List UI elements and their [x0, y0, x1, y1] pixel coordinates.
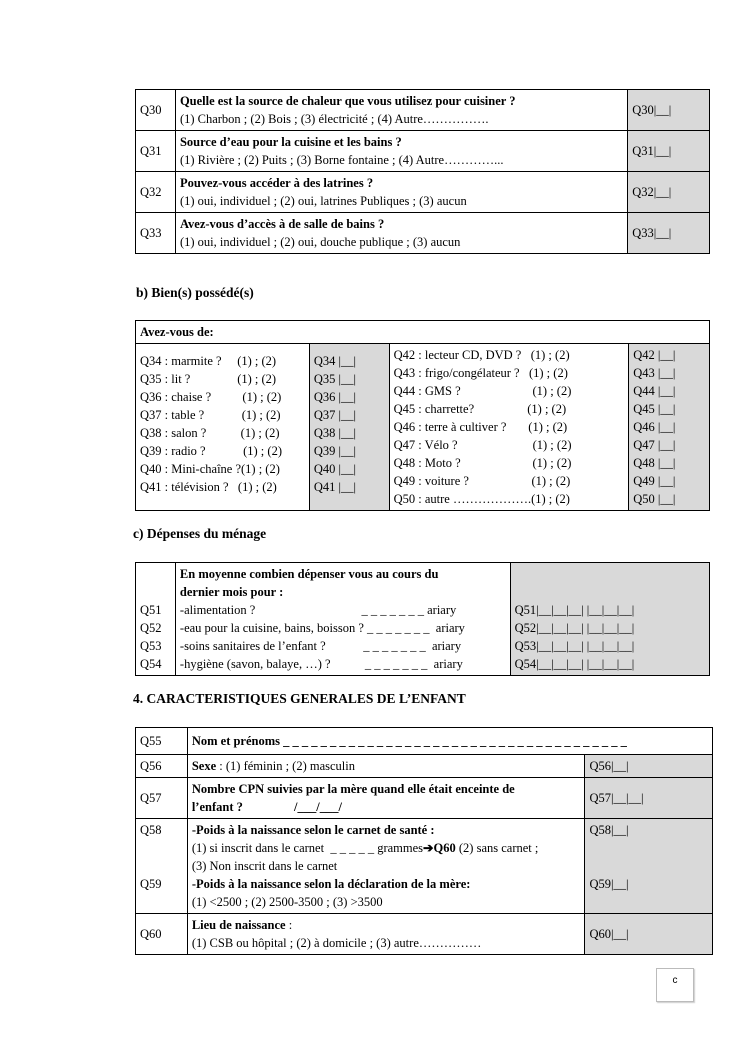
q60-question [187, 914, 585, 955]
asset-item: Q40 : Mini-chaîne ?(1) ; (2) [140, 462, 280, 476]
section-c-title: c) Dépenses du ménage [133, 526, 267, 541]
arrow-right-icon: ➔ [423, 841, 434, 855]
asset-answer-box: Q43 |__| [633, 366, 676, 380]
housing-table [135, 89, 710, 254]
question-cell [175, 172, 627, 213]
asset-item: Q41 : télévision ? (1) ; (2) [140, 480, 277, 494]
q59-box: Q59|__| [589, 877, 629, 891]
q55-code: Q55 [136, 728, 188, 755]
q58-option-2: (2) sans carnet ; [455, 841, 539, 855]
assets-header: Avez-vous de: [136, 321, 710, 344]
asset-answer-box: Q36 |__| [313, 390, 356, 404]
question-cell [175, 90, 627, 131]
asset-answer-box: Q49 |__| [633, 474, 676, 488]
question-code: Q30 [136, 90, 176, 131]
question-text: Source d’eau pour la cuisine et les bains ? [179, 135, 402, 149]
asset-answer-box: Q50 |__| [633, 492, 676, 506]
expenses-intro-1: En moyenne combien dépenser vous au cours du [179, 567, 439, 581]
q60-label: Lieu de naissance [191, 918, 286, 932]
q56-options: : (1) féminin ; (2) masculin [216, 759, 355, 773]
asset-item: Q43 : frigo/congélateur ? (1) ; (2) [393, 366, 568, 380]
q59-options: (1) <2500 ; (2) 2500-3500 ; (3) >3500 [191, 895, 383, 909]
asset-answer-box: Q48 |__| [633, 456, 676, 470]
question-text: Pouvez-vous accéder à des latrines ? [179, 176, 374, 190]
expenses-intro-2: dernier mois pour : [179, 585, 284, 599]
q59-label: -Poids à la naissance selon la déclaration de la mère: [191, 877, 471, 891]
question-options: (1) Rivière ; (2) Puits ; (3) Borne fontaine ; (4) Autre…………... [179, 153, 504, 167]
question-text: Quelle est la source de chaleur que vous utilisez pour cuisiner ? [179, 94, 516, 108]
housing-row [136, 213, 710, 254]
asset-answer-box: Q42 |__| [633, 348, 676, 362]
asset-answer-box: Q46 |__| [633, 420, 676, 434]
asset-item: Q34 : marmite ? (1) ; (2) [140, 354, 277, 368]
answer-box: Q31|__| [628, 131, 710, 172]
assets-table [135, 320, 710, 511]
housing-row [136, 90, 710, 131]
child-table [135, 727, 713, 955]
asset-item: Q45 : charrette? (1) ; (2) [393, 402, 567, 416]
asset-answer-box: Q41 |__| [313, 480, 356, 494]
q60-options: (1) CSB ou hôpital ; (2) à domicile ; (3) autre…………… [191, 936, 482, 950]
expense-item: -hygiène (savon, balaye, …) ? _ _ _ _ _ _ _ ariary [179, 657, 463, 671]
question-code: Q32 [136, 172, 176, 213]
asset-item: Q37 : table ? (1) ; (2) [140, 408, 281, 422]
asset-item: Q42 : lecteur CD, DVD ? (1) ; (2) [393, 348, 570, 362]
expense-answer-box: Q52|__|__|__| |__|__|__| [514, 621, 635, 635]
expense-answer-box: Q51|__|__|__| |__|__|__| [514, 603, 635, 617]
question-options: (1) oui, individuel ; (2) oui, latrines Publiques ; (3) aucun [179, 194, 467, 208]
asset-answer-box: Q35 |__| [313, 372, 356, 386]
answer-box: Q30|__| [628, 90, 710, 131]
q56-box: Q56|__| [585, 755, 713, 778]
question-cell [175, 213, 627, 254]
asset-item: Q49 : voiture ? (1) ; (2) [393, 474, 571, 488]
asset-item: Q39 : radio ? (1) ; (2) [140, 444, 282, 458]
section-4-title: 4. CARACTERISTIQUES GENERALES DE L’ENFANT [133, 691, 466, 706]
expense-item: -eau pour la cuisine, bains, boisson ? _ _ _ _ _ _ _ ariary [179, 621, 465, 635]
asset-answer-box: Q40 |__| [313, 462, 356, 476]
asset-item: Q47 : Vélo ? (1) ; (2) [393, 438, 572, 452]
q58-goto: Q60 [433, 841, 456, 855]
q58-label: -Poids à la naissance selon le carnet de santé : [191, 823, 435, 837]
housing-row [136, 172, 710, 213]
asset-item: Q38 : salon ? (1) ; (2) [140, 426, 280, 440]
q57-code: Q57 [136, 778, 188, 819]
expense-item: -soins sanitaires de l’enfant ? _ _ _ _ _ _ _ ariary [179, 639, 462, 653]
assets-left-items [136, 344, 310, 511]
question-options: (1) oui, individuel ; (2) oui, douche publique ; (3) aucun [179, 235, 461, 249]
q55-label: Nom et prénoms _ _ _ _ _ _ _ _ _ _ _ _ _ _ _ _ _ _ _ _ _ _ _ _ _ _ _ _ _ _ _ _ _ _ _ _ _ [187, 728, 712, 755]
asset-item: Q36 : chaise ? (1) ; (2) [140, 390, 282, 404]
answer-box: Q33|__| [628, 213, 710, 254]
q59-code: Q59 [140, 877, 162, 891]
q60-code: Q60 [136, 914, 188, 955]
expenses-items [175, 563, 510, 676]
question-cell [175, 131, 627, 172]
assets-right-boxes [629, 344, 710, 511]
q58-q59-boxes [585, 819, 713, 914]
asset-answer-box: Q45 |__| [633, 402, 676, 416]
asset-answer-box: Q37 |__| [313, 408, 356, 422]
expense-item: -alimentation ? _ _ _ _ _ _ _ ariary [179, 603, 457, 617]
expenses-codes [136, 563, 176, 676]
q58-option-3: (3) Non inscrit dans le carnet [191, 859, 338, 873]
expense-answer-box: Q53|__|__|__| |__|__|__| [514, 639, 635, 653]
q56-label: Sexe [191, 759, 217, 773]
asset-answer-box: Q39 |__| [313, 444, 356, 458]
question-code: Q31 [136, 131, 176, 172]
housing-row [136, 131, 710, 172]
expense-code: Q52 [140, 621, 162, 635]
assets-right-items [389, 344, 629, 511]
asset-item: Q46 : terre à cultiver ? (1) ; (2) [393, 420, 568, 434]
q57-date: /___/___/ [294, 800, 342, 814]
asset-answer-box: Q38 |__| [313, 426, 356, 440]
expenses-table [135, 562, 710, 676]
asset-item: Q50 : autre ……………….(1) ; (2) [393, 492, 570, 506]
answer-box: Q32|__| [628, 172, 710, 213]
q57-question [187, 778, 585, 819]
q58-option-1: (1) si inscrit dans le carnet _ _ _ _ _ grammes [191, 841, 424, 855]
q58-q59-codes [136, 819, 188, 914]
page-marker: c [656, 968, 694, 1002]
q57-box: Q57|__|__| [585, 778, 713, 819]
assets-left-boxes [309, 344, 389, 511]
q56-code: Q56 [136, 755, 188, 778]
section-b-title: b) Bien(s) possédé(s) [136, 285, 254, 300]
asset-answer-box: Q44 |__| [633, 384, 676, 398]
q60-box: Q60|__| [585, 914, 713, 955]
q58-box: Q58|__| [589, 823, 629, 837]
q57-label-2: l’enfant ? [191, 800, 243, 814]
q58-code: Q58 [140, 823, 162, 837]
q57-label-1: Nombre CPN suivies par la mère quand elle était enceinte de [191, 782, 515, 796]
expense-code: Q53 [140, 639, 162, 653]
question-options: (1) Charbon ; (2) Bois ; (3) électricité ; (4) Autre……………. [179, 112, 489, 126]
expense-code: Q51 [140, 603, 162, 617]
expenses-boxes [510, 563, 709, 676]
question-code: Q33 [136, 213, 176, 254]
asset-item: Q48 : Moto ? (1) ; (2) [393, 456, 572, 470]
q60-label-suffix: : [285, 918, 293, 932]
asset-item: Q44 : GMS ? (1) ; (2) [393, 384, 572, 398]
asset-answer-box: Q47 |__| [633, 438, 676, 452]
q56-question [187, 755, 585, 778]
asset-item: Q35 : lit ? (1) ; (2) [140, 372, 277, 386]
question-text: Avez-vous d’accès à de salle de bains ? [179, 217, 385, 231]
expense-answer-box: Q54|__|__|__| |__|__|__| [514, 657, 635, 671]
expense-code: Q54 [140, 657, 162, 671]
asset-answer-box: Q34 |__| [313, 354, 356, 368]
q58-q59-questions [187, 819, 585, 914]
